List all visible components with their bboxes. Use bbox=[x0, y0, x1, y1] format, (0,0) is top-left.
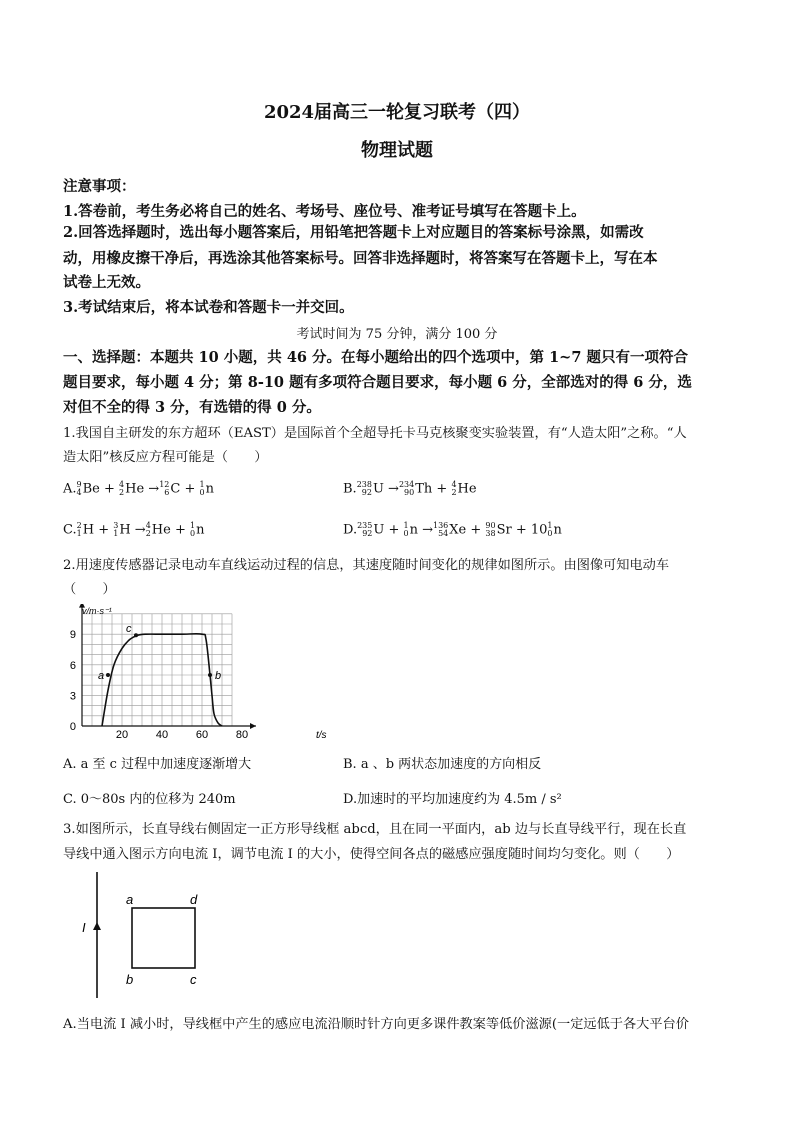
q3-option-a[interactable]: A.当电流 I 减小时，导线框中产生的感应电流沿顺时针方向更多课件教案等低价滋源(一定远低于各大平台价 bbox=[63, 1017, 689, 1032]
q2-option-a[interactable]: A. a 至 c 过程中加速度逐渐增大 bbox=[63, 757, 252, 772]
q1-stem-line-1: 1.我国自主研发的东方超环（EAST）是国际首个全超导托卡马克核聚变实验装置，有“人造太阳”之称。“人 bbox=[63, 426, 687, 441]
q2-stem-line-2: （ ） bbox=[63, 582, 116, 597]
notice-item-1: 1.答卷前，考生务必将自己的姓名、考场号、座位号、准考证号填写在答题卡上。 bbox=[63, 203, 586, 220]
notice-item-2-line-3: 试卷上无效。 bbox=[63, 274, 150, 291]
q1-option-c[interactable]: C. 2 1 H + 3 1 H → 4 2 He + 1 0 n bbox=[63, 521, 205, 538]
q2-option-b[interactable]: B. a 、b 两状态加速度的方向相反 bbox=[343, 757, 542, 772]
corner-label-c: c bbox=[190, 972, 197, 987]
square-loop-abcd bbox=[132, 908, 195, 968]
x-axis-arrow-icon bbox=[250, 723, 256, 729]
y-tick-label: 9 bbox=[69, 629, 76, 642]
notice-item-2-line-2: 动，用橡皮擦干净后，再选涂其他答案标号。回答非选择题时，将答案写在答题卡上，写在本 bbox=[63, 250, 658, 267]
notice-heading: 注意事项： bbox=[63, 178, 136, 195]
y-tick-label: 0 bbox=[69, 721, 76, 733]
corner-label-b: b bbox=[126, 972, 134, 987]
y-tick-label: 6 bbox=[69, 659, 76, 672]
y-axis-label: v/m·s⁻¹ bbox=[82, 606, 112, 616]
q1-option-b-label: B. bbox=[343, 481, 357, 497]
q2-option-c[interactable]: C. 0～80s 内的位移为 240m bbox=[63, 792, 236, 807]
exam-subject: 物理试题 bbox=[361, 140, 433, 161]
q1-option-a-label: A. bbox=[63, 481, 77, 497]
q1-option-d[interactable]: D. 235 92 U + 1 0 n → 136 54 Xe + 90 38 Sr + 10 1 0 n bbox=[343, 521, 562, 538]
x-axis-label: t/s bbox=[316, 730, 327, 741]
x-tick-label: 20 bbox=[115, 729, 129, 741]
q1-option-c-label: C. bbox=[63, 522, 77, 538]
state-label-a: a bbox=[98, 670, 105, 682]
exam-title: 2024届高三一轮复习联考（四） bbox=[263, 102, 531, 123]
state-point-c bbox=[134, 633, 138, 637]
chart-axes bbox=[79, 604, 256, 729]
q3-stem-line-1: 3.如图所示，长直导线右侧固定一正方形导线框 abcd，且在同一平面内，ab 边与长直导线平行，现在长直 bbox=[63, 822, 687, 837]
q1-option-b[interactable]: B. 238 92 U → 234 90 Th + 4 2 He bbox=[343, 480, 477, 497]
state-point-b bbox=[208, 673, 212, 677]
q1-stem-line-2: 造太阳”核反应方程可能是（ ） bbox=[63, 450, 268, 465]
notice-item-3: 3.考试结束后，将本试卷和答题卡一并交回。 bbox=[63, 299, 354, 316]
notice-item-2-line-1: 2.回答选择题时，选出每小题答案后，用铅笔把答题卡上对应题目的答案标号涂黑，如需改 bbox=[63, 224, 644, 241]
state-label-b: b bbox=[215, 670, 222, 682]
state-label-c: c bbox=[126, 623, 132, 636]
x-tick-label: 80 bbox=[235, 729, 249, 741]
wire-loop-diagram bbox=[70, 868, 220, 1003]
corner-label-a: a bbox=[126, 892, 134, 907]
q3-stem-line-2: 导线中通入图示方向电流 I，调节电流 I 的大小，使得空间各点的磁感应强度随时间均匀变化。则（ ） bbox=[63, 847, 680, 862]
x-tick-label: 40 bbox=[155, 729, 169, 741]
q1-option-d-label: D. bbox=[343, 522, 358, 538]
y-tick-label: 3 bbox=[69, 690, 76, 703]
q2-option-d[interactable]: D.加速时的平均加速度约为 4.5m / s² bbox=[343, 792, 562, 807]
x-tick-label: 60 bbox=[195, 729, 209, 741]
current-arrow-icon bbox=[93, 922, 101, 930]
q2-stem-line-1: 2.用速度传感器记录电动车直线运动过程的信息，其速度随时间变化的规律如图所示。由图像可知电动车 bbox=[63, 558, 670, 573]
section-1-line-2: 题目要求，每小题 4 分；第 8-10 题有多项符合题目要求，每小题 6 分，全部选对的得 6 分，选 bbox=[63, 374, 692, 391]
state-point-a bbox=[106, 673, 110, 677]
q1-option-a[interactable]: A. 9 4 Be + 4 2 He → 12 6 C + 1 0 n bbox=[63, 480, 214, 497]
chart-points bbox=[98, 623, 221, 682]
current-label: I bbox=[82, 920, 86, 935]
section-1-line-3: 对但不全的得 3 分，有选错的得 0 分。 bbox=[63, 399, 321, 416]
velocity-time-chart bbox=[60, 604, 340, 744]
corner-label-d: d bbox=[190, 892, 198, 907]
section-1-line-1: 一、选择题：本题共 10 小题，共 46 分。在每小题给出的四个选项中，第 1~7 题只有一项符合 bbox=[63, 349, 688, 366]
exam-info: 考试时间为 75 分钟，满分 100 分 bbox=[296, 327, 498, 342]
